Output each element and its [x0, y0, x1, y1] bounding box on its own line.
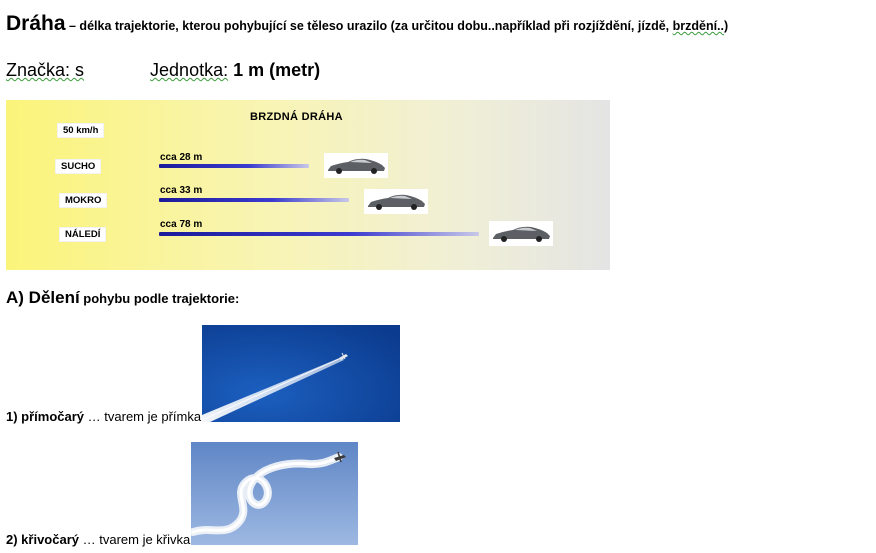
aerobatic-plane-photo — [191, 442, 358, 545]
unit-value: 1 m (metr) — [228, 60, 321, 80]
distance-label-ice: cca 78 m — [160, 219, 203, 230]
section-a-heading: A) Dělení pohybu podle trajektorie: — [6, 288, 240, 307]
condition-label-ice: NÁLEDÍ — [60, 228, 105, 241]
symbol-label: Značka: s — [6, 60, 85, 80]
car-image-wet — [364, 189, 428, 214]
title-definition: – délka trajektorie, kterou pohybující se těleso urazilo (za určitou dobu..například při rozjíždění, jízdě, brzdění..) — [65, 19, 729, 33]
distance-label-dry: cca 28 m — [160, 152, 203, 163]
panel-title: BRZDNÁ DRÁHA — [250, 111, 343, 123]
jet-contrail-photo — [202, 325, 400, 422]
straight-contrail-image — [202, 325, 400, 422]
item-straight: 1) přímočarý … tvarem je přímka — [6, 409, 202, 424]
title-word: Dráha — [6, 12, 66, 35]
car-image-ice — [489, 221, 553, 246]
curved-smoke-image — [191, 442, 358, 545]
title-line — [6, 12, 728, 36]
condition-label-dry: SUCHO — [56, 160, 100, 173]
condition-label-wet: MOKRO — [60, 194, 106, 207]
distance-bar-wet — [159, 198, 349, 202]
car-icon — [324, 153, 388, 178]
distance-bar-ice — [159, 232, 479, 236]
symbol-unit-line — [6, 60, 320, 81]
car-icon — [364, 189, 428, 214]
unit-label: Jednotka: — [150, 60, 229, 80]
speed-label: 50 km/h — [58, 124, 103, 137]
distance-bar-dry — [159, 164, 309, 168]
distance-label-wet: cca 33 m — [160, 185, 203, 196]
braking-distance-panel — [6, 100, 610, 270]
car-image-dry — [324, 153, 388, 178]
car-icon — [489, 221, 553, 246]
item-curved: 2) křivočarý … tvarem je křivka — [6, 532, 191, 547]
